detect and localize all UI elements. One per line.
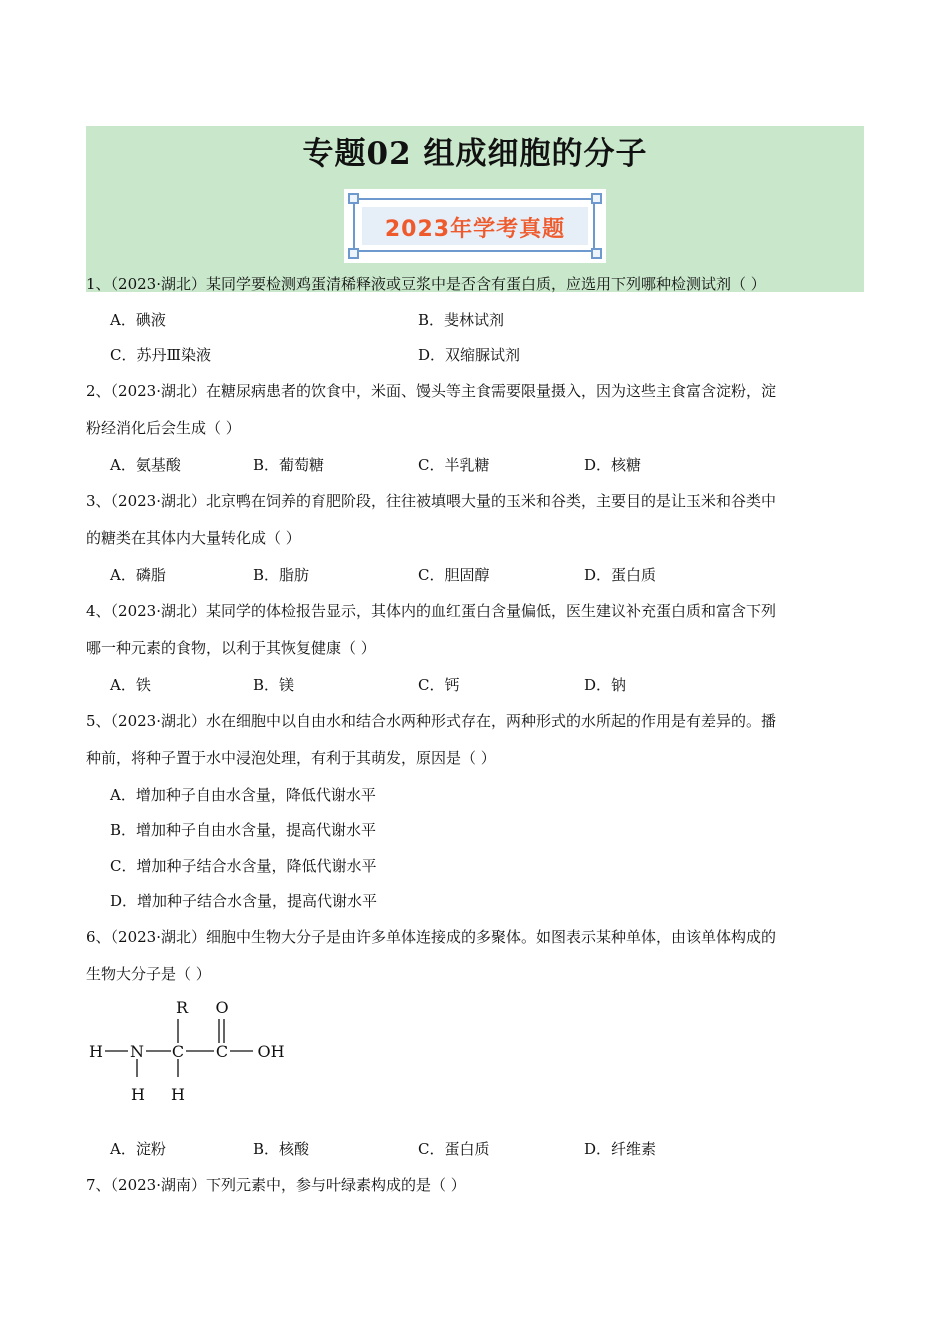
badge-corner — [348, 193, 359, 204]
question-2-option-d: D．核糖 — [584, 456, 642, 474]
question-6-option-c: C．蛋白质 — [418, 1140, 490, 1158]
question-3-option-b: B．脂肪 — [253, 566, 310, 584]
question-1-option-b: B．斐林试剂 — [418, 311, 505, 329]
atom-c-alpha: C — [171, 1042, 185, 1061]
question-6-text: 6、（2023·湖北）细胞中生物大分子是由许多单体连接成的多聚体。如图表示某种单体，由该单体构成的 — [86, 928, 776, 946]
section-badge — [344, 189, 606, 263]
question-3-option-a: A．磷脂 — [110, 566, 166, 584]
question-4-option-c: C．钙 — [418, 676, 460, 694]
question-5-text: 5、（2023·湖北）水在细胞中以自由水和结合水两种形式存在，两种形式的水所起的作用是有差异的。播 — [86, 712, 776, 730]
atom-h-left: H — [89, 1042, 103, 1061]
question-5-option-b: B．增加种子自由水含量，提高代谢水平 — [110, 821, 377, 839]
atom-n: N — [130, 1042, 144, 1061]
atom-r: R — [175, 998, 189, 1017]
question-4-text-cont: 哪一种元素的食物，以利于其恢复健康（ ） — [86, 639, 376, 657]
badge-corner — [591, 248, 602, 259]
question-7-text: 7、（2023·湖南）下列元素中，参与叶绿素构成的是（ ） — [86, 1176, 466, 1194]
question-6-option-d: D．纤维素 — [584, 1140, 657, 1158]
question-5-option-a: A．增加种子自由水含量，降低代谢水平 — [110, 786, 376, 804]
amino-acid-structure — [86, 995, 296, 1077]
question-1-option-a: A．碘液 — [110, 311, 166, 329]
question-2-option-c: C．半乳糖 — [418, 456, 490, 474]
question-2-text-cont: 粉经消化后会生成（ ） — [86, 419, 241, 437]
question-4-text: 4、（2023·湖北）某同学的体检报告显示，其体内的血红蛋白含量偏低，医生建议补充蛋白质和富含下列 — [86, 602, 776, 620]
badge-corner — [348, 248, 359, 259]
question-2-option-a: A．氨基酸 — [110, 456, 181, 474]
question-6-option-a: A．淀粉 — [110, 1140, 166, 1158]
question-5-text-cont: 种前，将种子置于水中浸泡处理，有利于其萌发，原因是（ ） — [86, 749, 496, 767]
question-3-option-d: D．蛋白质 — [584, 566, 657, 584]
question-6-text-cont: 生物大分子是（ ） — [86, 965, 211, 983]
badge-corner — [591, 193, 602, 204]
question-5-option-d: D．增加种子结合水含量，提高代谢水平 — [110, 892, 378, 910]
question-1-option-c: C．苏丹Ⅲ染液 — [110, 346, 211, 364]
badge-label: 2023年学考真题 — [384, 217, 566, 242]
atom-o: O — [215, 998, 229, 1017]
question-2-option-b: B．葡萄糖 — [253, 456, 325, 474]
question-2-text: 2、（2023·湖北）在糖尿病患者的饮食中，米面、馒头等主食需要限量摄入，因为这些主食富含淀粉，淀 — [86, 382, 776, 400]
atom-h-c: H — [171, 1085, 185, 1104]
question-4-option-d: D．钠 — [584, 676, 627, 694]
atom-oh: OH — [257, 1042, 285, 1061]
question-6-option-b: B．核酸 — [253, 1140, 310, 1158]
question-4-option-b: B．镁 — [253, 676, 295, 694]
question-3-option-c: C．胆固醇 — [418, 566, 490, 584]
question-5-option-c: C．增加种子结合水含量，降低代谢水平 — [110, 857, 377, 875]
question-4-option-a: A．铁 — [110, 676, 151, 694]
question-3-text: 3、（2023·湖北）北京鸭在饲养的育肥阶段，往往被填喂大量的玉米和谷类，主要目的是让玉米和谷类中 — [86, 492, 776, 510]
atom-c-carboxyl: C — [215, 1042, 229, 1061]
page-title: 专题02 组成细胞的分子 — [302, 136, 648, 172]
atom-h-n: H — [131, 1085, 145, 1104]
question-3-text-cont: 的糖类在其体内大量转化成（ ） — [86, 529, 301, 547]
question-1-text: 1、（2023·湖北）某同学要检测鸡蛋清稀释液或豆浆中是否含有蛋白质，应选用下列哪种检测试剂（ ） — [86, 275, 766, 293]
question-1-option-d: D．双缩脲试剂 — [418, 346, 521, 364]
